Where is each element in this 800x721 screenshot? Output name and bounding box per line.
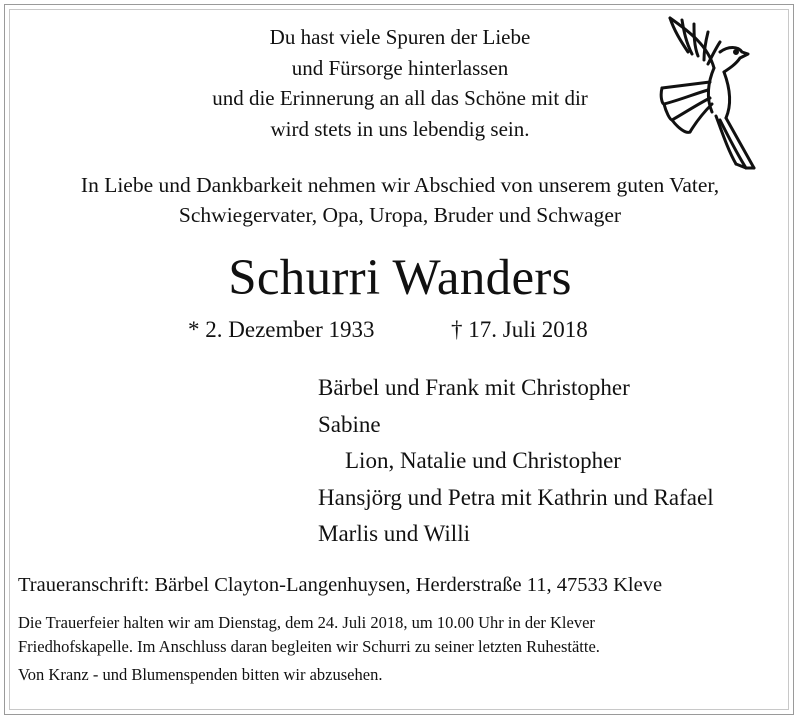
ceremony-notes	[18, 611, 600, 687]
poem	[140, 22, 660, 144]
intro-text	[0, 170, 800, 230]
flowers-note: Von Kranz - und Blumenspenden bitten wir abzusehen.	[18, 665, 383, 684]
mourner-entry: Lion, Natalie und Christopher	[345, 448, 621, 473]
deceased-name: Schurri Wanders	[228, 250, 572, 306]
dove-icon	[650, 12, 770, 172]
death-date: † 17. Juli 2018	[451, 317, 588, 342]
intro-line: In Liebe und Dankbarkeit nehmen wir Abschied von unserem guten Vater,	[80, 173, 720, 197]
mourner-entry: Hansjörg und Petra mit Kathrin und Rafael	[318, 484, 714, 510]
poem-line: und Fürsorge hinterlassen	[291, 55, 509, 80]
intro-line: Schwiegervater, Opa, Uropa, Bruder und Schwager	[178, 203, 622, 227]
ceremony-line: Die Trauerfeier halten wir am Dienstag, dem 24. Juli 2018, um 10.00 Uhr in der Klever	[18, 613, 595, 632]
mourners-list	[318, 370, 714, 553]
mourning-address: Traueranschrift: Bärbel Clayton-Langenhuysen, Herderstraße 11, 47533 Kleve	[18, 574, 663, 596]
mourner-entry: Sabine	[318, 411, 381, 437]
birth-date: * 2. Dezember 1933	[188, 317, 375, 342]
mourner-entry: Bärbel und Frank mit Christopher	[318, 375, 630, 400]
mourner-entry: Marlis und Willi	[318, 521, 470, 546]
ceremony-line: Friedhofskapelle. Im Anschluss daran begleiten wir Schurri zu seiner letzten Ruhestätte.	[18, 637, 600, 656]
poem-line: wird stets in uns lebendig sein.	[270, 116, 530, 141]
poem-line: und die Erinnerung an all das Schöne mit dir	[212, 86, 588, 110]
poem-line: Du hast viele Spuren der Liebe	[269, 25, 531, 49]
